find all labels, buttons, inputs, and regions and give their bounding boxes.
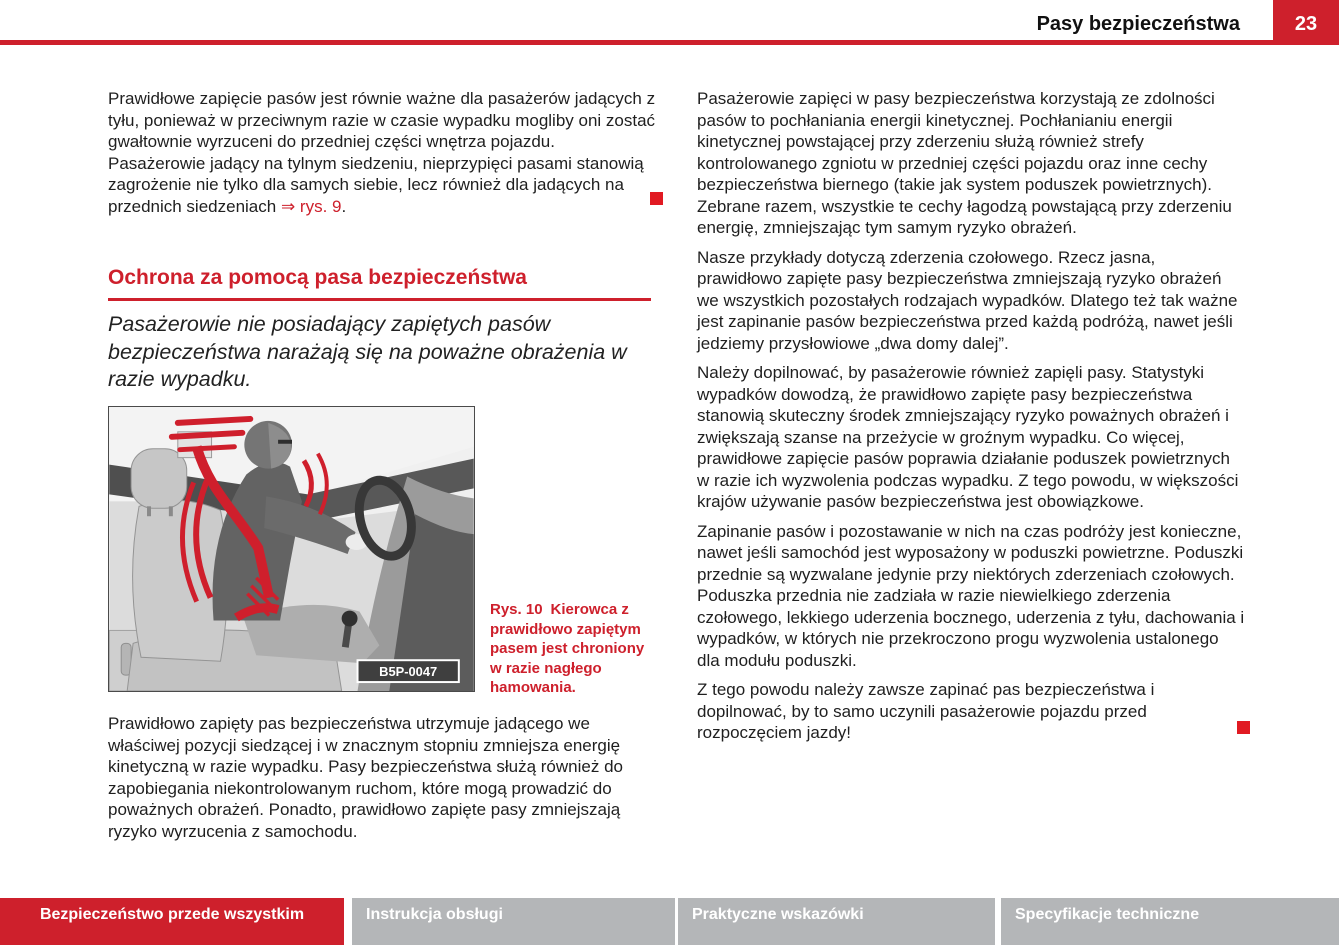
section-end-marker xyxy=(1237,721,1250,734)
figure-image-code: B5P-0047 xyxy=(379,664,438,680)
figure-9-reference-link[interactable]: ⇒ rys. 9 xyxy=(280,196,342,216)
figure-driver-illustration xyxy=(108,406,475,692)
footer-tab-owners-manual xyxy=(352,898,675,945)
sentence-period: . xyxy=(341,196,347,216)
page-title: Pasy bezpieczeństwa xyxy=(1036,13,1240,35)
driver-seatbelt-drawing xyxy=(108,406,475,692)
paragraph-airbags: Zapinanie pasów i pozostawanie w nich na czas podróży jest konieczne, nawet jeśli samochód jest wyposażony w poduszki powietrzne. Poduszki przednie są wyzwalane jedynie przy niektórych zderzeniach czołowych. Poduszka przednia nie zadziała w razie niewielkiego zderzenia czołowego, lekkiego uderzenia bocznego, uderzenia z tyłu, dachowania i wypadków, w których nie przekroczono progu wyzwolenia ustalonego dla modułu poduszki. xyxy=(697,521,1245,670)
footer-tab-label: Praktyczne wskazówki xyxy=(692,906,864,923)
paragraph-belt-function: Prawidłowo zapięty pas bezpieczeństwa utrzymuje jadącego we właściwej pozycji siedzącej i w znacznym stopniu zmniejsza energię kinetyczną w razie wypadku. Pasy bezpieczeństwa służą również do zapobiegania niekontrolowanym ruchom, które mogą prowadzić do poważnych obrażeń. Ponadto, prawidłowo zapięte pasy zmniejszają ryzyko wyrzucenia z samochodu. xyxy=(108,714,623,841)
footer-tab-label: Bezpieczeństwo przede wszystkim xyxy=(39,906,305,923)
footer-tab-practical-tips xyxy=(678,898,995,945)
right-column xyxy=(697,88,1245,752)
paragraph-always-fasten: Z tego powodu należy zawsze zapinać pas bezpieczeństwa i dopilnować, by to samo uczynili pasażerowie pojazdu przed rozpoczęciem jazdy! xyxy=(697,680,1155,742)
header-rule xyxy=(0,40,1339,45)
footer-tab-technical-specs xyxy=(1001,898,1339,945)
paragraph-statistics: Należy dopilnować, by pasażerowie również zapięli pasy. Statystyki wypadków dowodzą, że prawidłowo zapięte pasy bezpieczeństwa stanowią skuteczny środek zmniejszający ryzyko poważnych obrażeń i zwiększają szanse na przeżycie w groźnym wypadku. Co więcej, prawidłowe zapięcie pasów poprawia działanie poduszek powietrznych w razie ich wyzwolenia podczas wypadku. Z tego powodu, w większości krajów używanie pasów bezpieczeństwa jest obowiązkowe. xyxy=(697,363,1239,511)
section-end-marker xyxy=(650,192,663,205)
footer-tab-label: Instrukcja obsługi xyxy=(366,906,503,923)
figure-caption-text: Kierowca z prawidłowo zapiętym pasem jest chroniony w razie nagłego hamowania. xyxy=(490,601,645,696)
page-number: 23 xyxy=(1294,13,1318,35)
figure-caption xyxy=(490,600,654,698)
paragraph-rear-passengers-text: Prawidłowe zapięcie pasów jest równie ważne dla pasażerów jadących z tyłu, ponieważ w przeciwnym razie w czasie wypadku mogliby oni zostać gwałtownie wyrzuceni do przedniej części wnętrza pojazdu. Pasażerowie jadący na tylnym siedzeniu, nieprzypięci pasami stanowią zagrożenie nie tylko dla samych siebie, lecz również dla jadących na przednich siedzeniach xyxy=(108,89,656,216)
footer-tab-label: Specyfikacje techniczne xyxy=(1015,906,1200,923)
section-heading: Ochrona za pomocą pasa bezpieczeństwa xyxy=(108,266,651,301)
footer-tab-safety-first xyxy=(0,898,344,945)
figure-caption-number: Rys. 10 xyxy=(490,601,543,618)
lead-paragraph: Pasażerowie nie posiadający zapiętych pasów bezpieczeństwa narażają się na poważne obrażenia w razie wypadku. xyxy=(108,312,627,391)
paragraph-rear-passengers xyxy=(108,88,656,217)
paragraph-kinetic-energy: Pasażerowie zapięci w pasy bezpieczeństwa korzystają ze zdolności pasów to pochłaniania energii kinetycznej. Pochłanianiu energii kinetycznej powstającej przy zderzeniu służą również strefy kontrolowanego zgniotu w przedniej części pojazdu oraz inne cechy bezpieczeństwa biernego (takie jak system poduszek powietrznych). Zebrane razem, wszystkie te cechy łagodzą powstającą przy zderzeniu energię, zmniejszając tym samym ryzyko obrażeń. xyxy=(697,89,1232,237)
paragraph-frontal-collision: Nasze przykłady dotyczą zderzenia czołowego. Rzecz jasna, prawidłowo zapięte pasy bezpieczeństwa zmniejszają ryzyko obrażeń we wszystkich pozostałych rodzajach wypadków. Dlatego też tak ważne jest zapinanie pasów bezpieczeństwa przed każdą podróżą, nawet jeśli jedziemy przysłowiowe „dwa domy dalej”. xyxy=(697,247,1238,353)
page-number-box xyxy=(1273,0,1339,45)
